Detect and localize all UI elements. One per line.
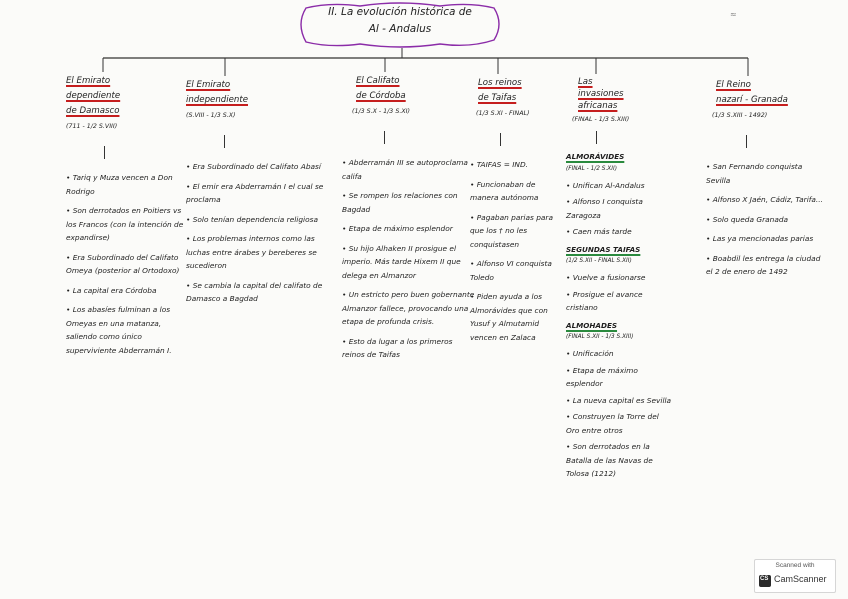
subhead-almoravides: ALMORÁVIDES <box>566 152 625 161</box>
divider-tick <box>224 135 225 148</box>
page-title <box>300 4 500 50</box>
subhead-dates: (FINAL S.XII - 1/3 S.XIII) <box>566 334 634 340</box>
list-item: • La capital era Córdoba <box>66 285 157 295</box>
list-item: • Alfonso X Jaén, Cádiz, Tarifa... <box>706 195 823 204</box>
column-emirato-independiente <box>186 78 334 312</box>
column-header <box>186 78 334 108</box>
list-item: • Era Subordinado del Califato Omeya (posterior al Ortodoxo) <box>66 252 180 275</box>
column-invasiones-africanas <box>566 76 672 484</box>
header-line: El Reino <box>716 80 751 90</box>
header-line: El Emirato <box>186 80 231 90</box>
column-dates: (S.VIII - 1/3 S.X) <box>186 112 236 119</box>
column-dates: (711 - 1/2 S.VIII) <box>66 123 118 130</box>
divider-tick <box>384 131 385 144</box>
column-dates: (1/3 S.X - 1/3 S.XI) <box>352 108 410 115</box>
column-header <box>66 74 188 119</box>
list-item: • Prosigue el avance cristiano <box>566 289 643 312</box>
margin-scribble: ≈ <box>730 10 737 19</box>
column-reino-nazari <box>706 78 824 285</box>
list-item: • Construyen la Torre del Oro entre otros <box>566 412 659 435</box>
list-item: • Los abasíes fulminan a los Omeyas en una matanza, saliendo como único superviviente Abderramán I. <box>66 305 172 355</box>
list-item: • Las ya mencionadas parias <box>706 234 814 243</box>
divider-tick <box>746 135 747 148</box>
column-dates: (FINAL - 1/3 S.XIII) <box>572 116 630 123</box>
list-item: • Etapa de máximo esplendor <box>342 224 453 233</box>
divider-tick <box>596 131 597 144</box>
header-line: independiente <box>186 95 248 105</box>
list-item: • Esto da lugar a los primeros reinos de Taifas <box>342 336 453 359</box>
list-item: • Un estricto pero buen gobernante Almanzor fallece, provocando una etapa de profunda crisis. <box>342 290 475 326</box>
header-line: dependiente <box>66 91 121 101</box>
list-item: • Su hijo Alhaken II prosigue el imperio. Más tarde Hixem II que delega en Almanzor <box>342 243 461 280</box>
list-item: • Son derrotados en la Batalla de las Navas de Tolosa (1212) <box>566 442 653 478</box>
list-item: • Etapa de máximo esplendor <box>566 365 638 388</box>
column-header <box>342 74 476 104</box>
list-item: • TAIFAS = IND. <box>470 160 528 169</box>
column-header <box>470 76 562 106</box>
list-item: • Unificación <box>566 349 614 358</box>
header-line: Las <box>578 77 593 87</box>
column-dates: (1/3 S.XIII - 1492) <box>712 112 768 119</box>
subhead-dates: (1/2 S.XII - FINAL S.XII) <box>566 258 632 264</box>
list-item: • Son derrotados en Poitiers vs los Francos (con la intención de expandirse) <box>66 206 184 242</box>
list-item: • Unifican Al-Andalus <box>566 180 645 190</box>
list-item: • Alfonso I conquista Zaragoza <box>566 197 643 220</box>
title-line-2: Al - Andalus <box>368 23 432 35</box>
subhead-almohades: ALMOHADES <box>566 320 618 330</box>
list-item: • Era Subordinado del Califato Abasí <box>186 162 321 171</box>
watermark-brand: CamScanner <box>774 574 827 584</box>
header-line: El Califato <box>356 76 400 86</box>
list-item: • El emir era Abderramán I el cual se proclama <box>186 181 324 204</box>
list-item: • San Fernando conquista Sevilla <box>706 162 803 185</box>
column-header <box>706 78 824 108</box>
list-item: • Alfonso VI conquista Toledo <box>470 259 552 282</box>
camscanner-logo-icon <box>759 575 771 587</box>
header-line: de Damasco <box>66 106 120 116</box>
list-item: • Piden ayuda a los Almorávides que con Yusuf y Almutamid vencen en Zalaca <box>470 292 548 342</box>
list-item: • Los problemas internos como las luchas entre árabes y bereberes se sucedieron <box>186 234 317 270</box>
header-line: nazarí - Granada <box>716 95 788 105</box>
camscanner-watermark <box>754 559 836 593</box>
header-line: invasiones <box>578 89 624 99</box>
divider-tick <box>104 146 105 159</box>
header-line: El Emirato <box>66 76 111 86</box>
title-line-1: II. La evolución histórica de <box>328 6 472 18</box>
list-item: • Boabdil les entrega la ciudad el 2 de enero de 1492 <box>706 253 821 276</box>
header-line: de Córdoba <box>356 91 406 101</box>
column-califato-cordoba <box>342 74 476 368</box>
list-item: • Pagaban parias para que los † no les conquistasen <box>470 212 553 249</box>
list-item: • Tariq y Muza vencen a Don Rodrigo <box>66 173 173 196</box>
list-item: • Se cambia la capital del califato de Damasco a Bagdad <box>186 280 323 303</box>
list-item: • Funcionaban de manera autónoma <box>470 179 539 202</box>
list-item: • Caen más tarde <box>566 227 632 236</box>
list-item: • La nueva capital es Sevilla <box>566 395 672 405</box>
subhead-segundas-taifas: SEGUNDAS TAIFAS <box>566 244 641 254</box>
watermark-caption: Scanned with <box>775 562 815 569</box>
header-line: Los reinos <box>478 78 522 88</box>
list-item: • Vuelve a fusionarse <box>566 273 646 282</box>
column-dates: (1/3 S.XI - FINAL) <box>476 110 530 117</box>
list-item: • Abderramán III se autoproclama califa <box>342 158 468 181</box>
subhead-dates: (FINAL - 1/2 S.XII) <box>566 165 617 172</box>
column-emirato-dependiente <box>66 74 188 363</box>
column-reinos-taifas <box>470 76 562 350</box>
list-item: • Solo queda Granada <box>706 214 789 224</box>
header-line: africanas <box>578 101 618 111</box>
divider-tick <box>500 133 501 146</box>
header-line: de Taifas <box>478 93 517 103</box>
list-item: • Solo tenían dependencia religiosa <box>186 214 319 224</box>
column-header <box>566 76 672 112</box>
list-item: • Se rompen los relaciones con Bagdad <box>342 191 458 214</box>
